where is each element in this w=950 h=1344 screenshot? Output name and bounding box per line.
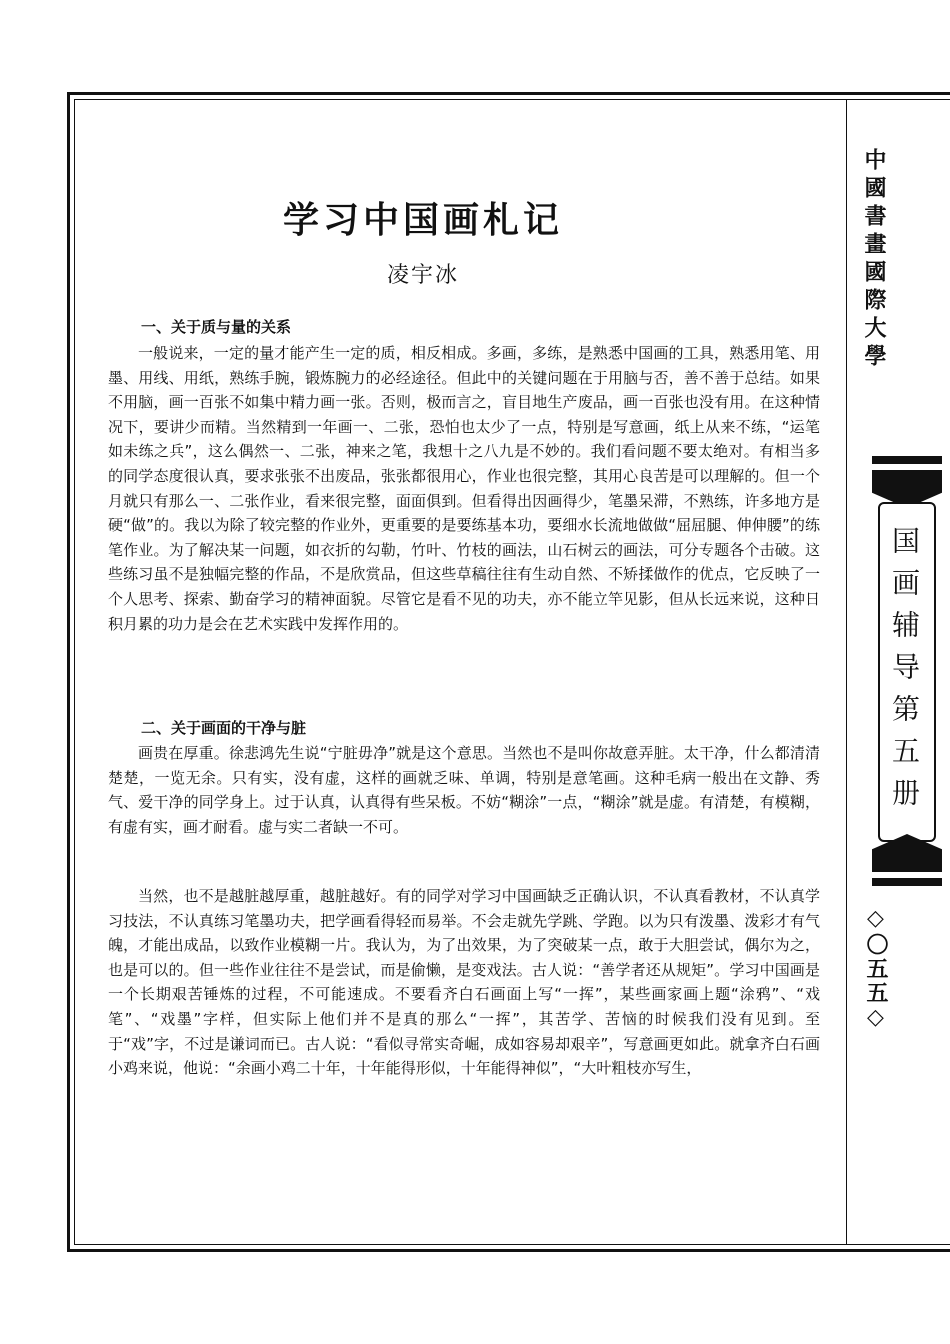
article-title: 学习中国画札记 — [282, 200, 563, 241]
article-author: 凌宇冰 — [386, 263, 459, 288]
side-strip-divider — [846, 99, 847, 1245]
publication-name: 中國書畫國際大學 — [861, 148, 886, 372]
series-box-bottom-bar — [872, 878, 942, 886]
body-paragraph: 一般说来，一定的量才能产生一定的质，相反相成。多画，多练，是熟悉中国画的工具，熟悉用笔、用墨、用线、用纸，熟练手腕，锻炼腕力的必经途径。但此中的关键问题在于用脑与否，善不善于总结。如果不用脑，画一百张不如集中精力画一张。否则，极而言之，盲目地生产废品，画一百张也没有用。在这种情况下，要讲少而精。当然精到一年画一、二张，恐怕也太少了一点，特别是写意画，纸上从来不练，“运笔如未练之兵”，这么偶然一、二张，神来之笔，我想十之八九是不妙的。我们看问题不要太绝对。有相当多的同学态度很认真，要求张张不出废品，张张都很用心，作业也很完整，其用心良苦是可以理解的。但一个月就只有那么一、二张作业，看来很完整，面面俱到。但看得出因画得少，笔墨呆滞，不熟练，许多地方是硬“做”的。我以为除了较完整的作业外，更重要的是要练基本功，要细水长流地做做“屈屈腿、伸伸腰”的练笔作业。为了解决某一问题，如衣折的勾勒，竹叶、竹枝的画法，山石树云的画法，可分专题各个击破。这些练习虽不是独幅完整的作品，不是欣赏品，但这些草稿往往有生动自然、不矫揉做作的优点，它反映了一个人思考、探索、勤奋学习的精神面貌。尽管它是看不见的功夫，亦不能立竿见影，但从长远来说，这种日积月累的功力是会在艺术实践中发挥作用的。 — [108, 344, 820, 633]
page-number: ◇〇五五◇ — [863, 906, 888, 1032]
series-box-top-bar — [872, 456, 942, 464]
body-paragraph: 当然，也不是越脏越厚重，越脏越好。有的同学对学习中国画缺乏正确认识，不认真看教材，不认真学习技法，不认真练习笔墨功夫，把学画看得轻而易举。不会走就先学跳、学跑。以为只有泼墨、泼彩才有气魄，才能出成品，以致作业模糊一片。我认为，为了出效果，为了突破某一点，敢于大胆尝试，偶尔为之，也是可以的。但一些作业往往不是尝试，而是偷懒，是变戏法。古人说：“善学者还从规矩”。学习中国画是一个长期艰苦锤炼的过程，不可能速成。不要看齐白石画面上写“一挥”，某些画家画上题“涂鸦”、“戏笔”、“戏墨”字样，但实际上他们并不是真的那么“一挥”，其苦学、苦恼的时候我们没有见到。至于“戏”字，不过是谦词而已。古人说：“看似寻常实奇崛，成如容易却艰辛”，写意画更如此。就拿齐白石画小鸡来说，他说：“余画小鸡二十年，十年能得形似，十年能得神似”，“大叶粗枝亦写生， — [108, 887, 820, 1078]
series-title: 国画辅导第五册 — [888, 526, 921, 820]
section-heading: 一、关于质与量的关系 — [141, 318, 292, 336]
body-paragraph: 画贵在厚重。徐悲鸿先生说“宁脏毋净”就是这个意思。当然也不是叫你故意弄脏。太干净，什么都清清楚楚，一览无余。只有实，没有虚，这样的画就乏味、单调，特别是意笔画。这种毛病一般出在文静、秀气、爱干净的同学身上。过于认真，认真得有些呆板。不妨“糊涂”一点，“糊涂”就是虚。有清楚，有模糊，有虚有实，画才耐看。虚与实二者缺一不可。 — [108, 744, 820, 836]
section-heading: 二、关于画面的干净与脏 — [141, 719, 307, 737]
